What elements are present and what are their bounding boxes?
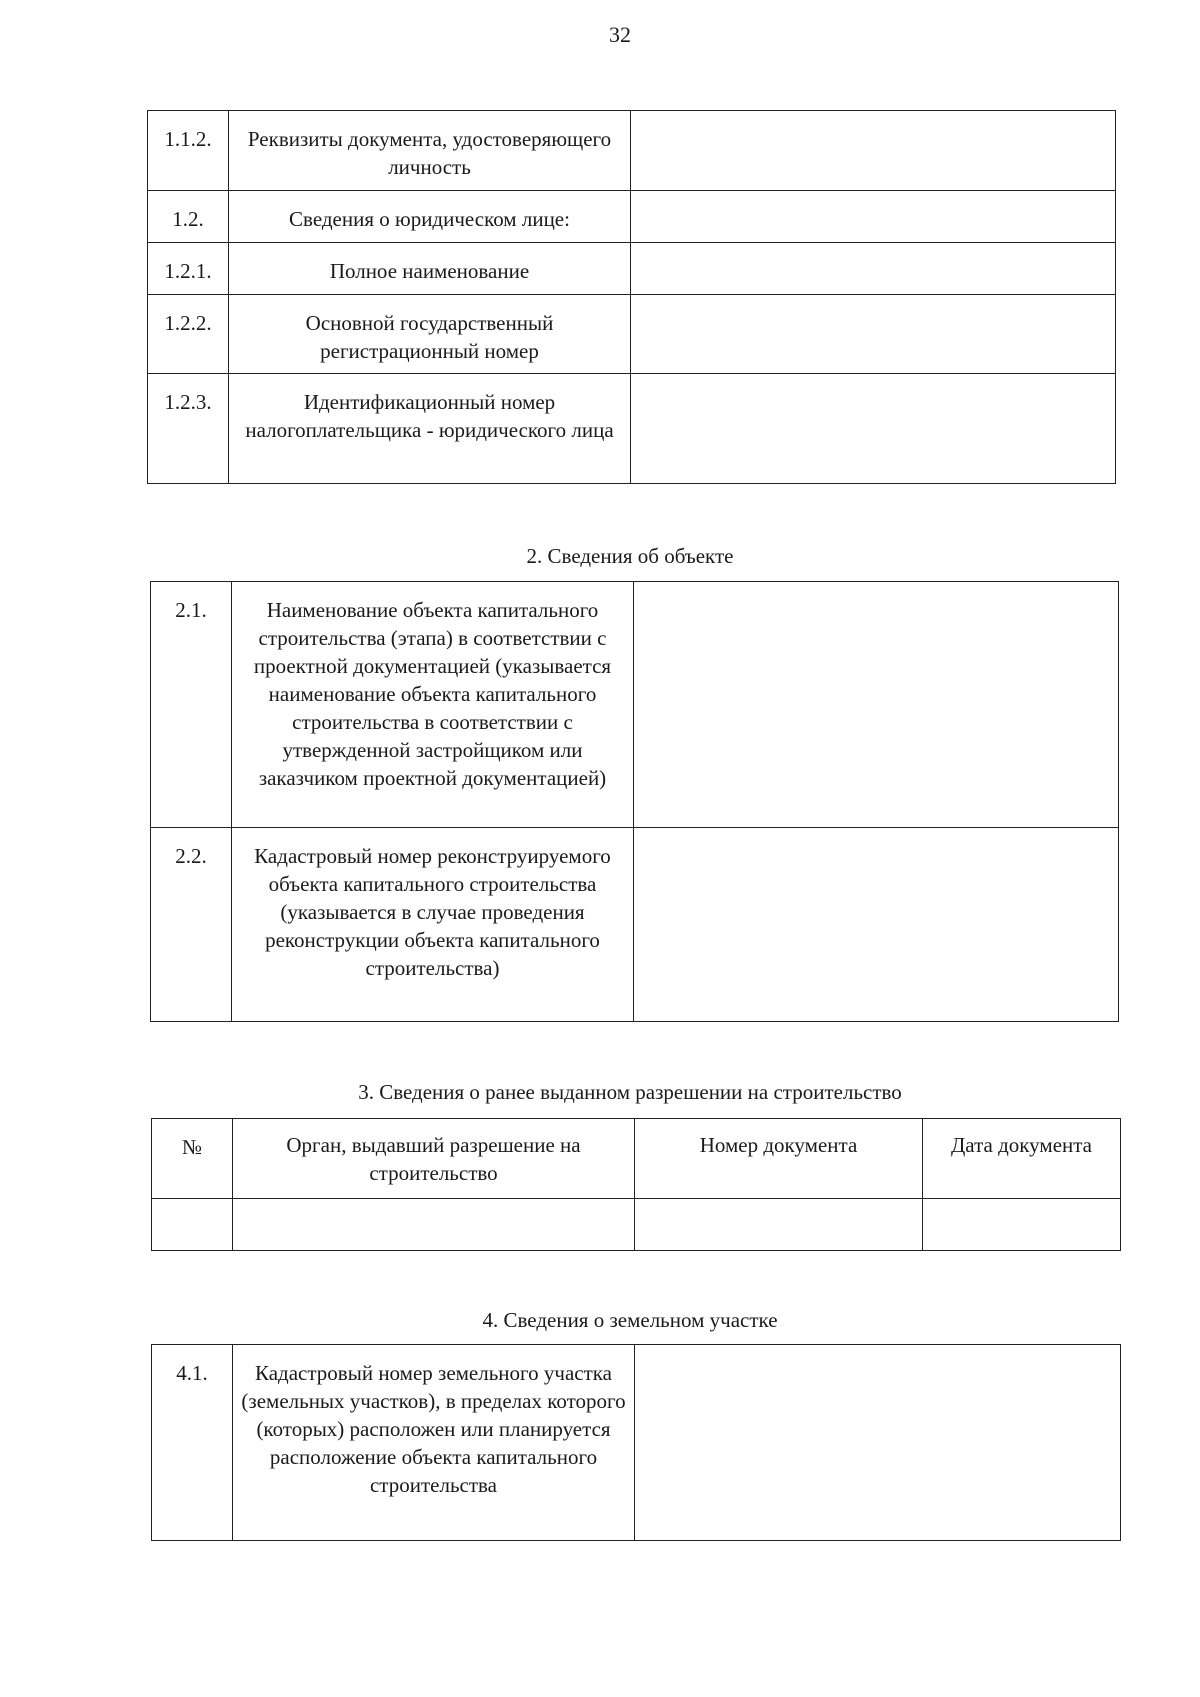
cell-doc-date[interactable] (923, 1199, 1121, 1251)
row-number: 1.1.2. (148, 111, 229, 191)
section-title-object: 2. Сведения об объекте (526, 544, 734, 568)
value-cell-inn[interactable] (631, 374, 1116, 484)
row-label: Полное наименование (229, 243, 631, 295)
row-number: 1.2. (148, 191, 229, 243)
row-number: 4.1. (152, 1345, 233, 1541)
table-row (152, 1199, 1121, 1251)
table-row (148, 191, 1116, 243)
object-details-table (150, 581, 1119, 1022)
cell-number[interactable] (152, 1199, 233, 1251)
row-label: Кадастровый номер земельного участка (земельных участков), в пределах которого (которых) расположен или планируется расположение объекта капитального строительства (233, 1345, 635, 1541)
row-label: Кадастровый номер реконструируемого объекта капитального строительства (указывается в случае проведения реконструкции объекта капитального строительства) (232, 828, 634, 1022)
column-header-number: № (152, 1119, 233, 1199)
table-row (152, 1345, 1121, 1541)
table-header-row (152, 1119, 1121, 1199)
value-cell-legal-entity[interactable] (631, 191, 1116, 243)
row-label: Наименование объекта капитального строительства (этапа) в соответствии с проектной документацией (указывается наименование объекта капитального строительства в соответствии с утвержденной застройщиком или заказчиком проектной документацией) (232, 582, 634, 828)
row-label: Основной государственный регистрационный номер (229, 295, 631, 374)
previous-permit-table (151, 1118, 1121, 1251)
value-cell-cadastral-object[interactable] (634, 828, 1119, 1022)
row-label: Реквизиты документа, удостоверяющего личность (229, 111, 631, 191)
row-number: 1.2.2. (148, 295, 229, 374)
table-row (151, 828, 1119, 1022)
row-number: 1.2.1. (148, 243, 229, 295)
value-cell-full-name[interactable] (631, 243, 1116, 295)
table-row (148, 111, 1116, 191)
land-plot-table (151, 1344, 1121, 1541)
column-header-doc-date: Дата документа (923, 1119, 1121, 1199)
value-cell-object-name[interactable] (634, 582, 1119, 828)
table-row (148, 295, 1116, 374)
column-header-organ: Орган, выдавший разрешение на строительство (233, 1119, 635, 1199)
applicant-details-table (147, 110, 1116, 484)
row-number: 2.1. (151, 582, 232, 828)
row-number: 2.2. (151, 828, 232, 1022)
row-label: Сведения о юридическом лице: (229, 191, 631, 243)
cell-organ[interactable] (233, 1199, 635, 1251)
row-label: Идентификационный номер налогоплательщика - юридического лица (229, 374, 631, 484)
value-cell-ogrn[interactable] (631, 295, 1116, 374)
table-row (151, 582, 1119, 828)
section-title-permit: 3. Сведения о ранее выданном разрешении на строительство (358, 1080, 902, 1104)
table-row (148, 374, 1116, 484)
section-title-land: 4. Сведения о земельном участке (482, 1308, 778, 1332)
page-number: 32 (609, 22, 631, 47)
value-cell-identity-document[interactable] (631, 111, 1116, 191)
column-header-doc-number: Номер документа (635, 1119, 923, 1199)
value-cell-land-cadastral[interactable] (635, 1345, 1121, 1541)
cell-doc-number[interactable] (635, 1199, 923, 1251)
table-row (148, 243, 1116, 295)
row-number: 1.2.3. (148, 374, 229, 484)
